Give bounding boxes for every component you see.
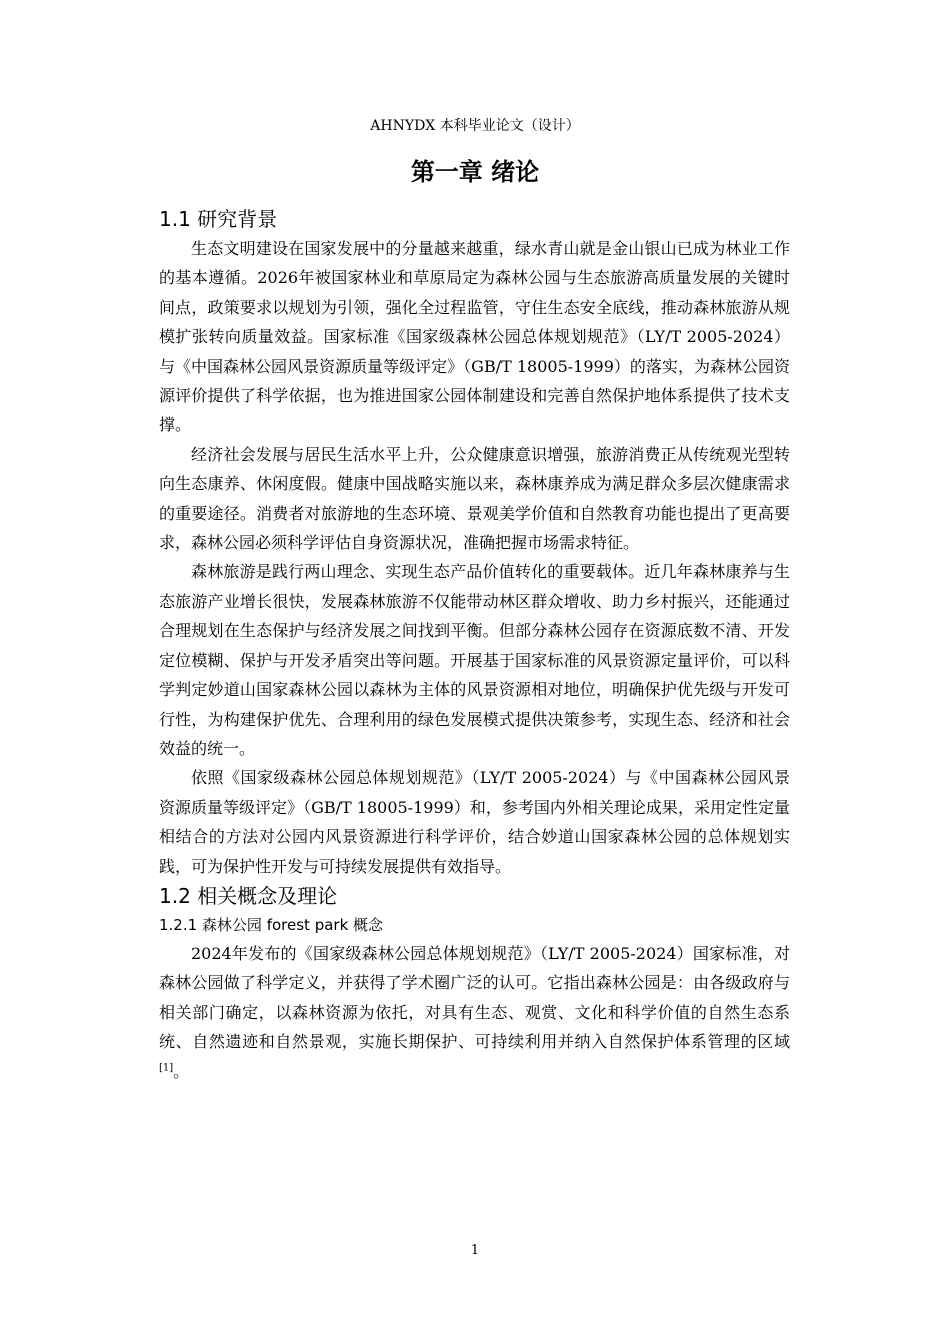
section-heading-1-2: 1.2 相关概念及理论 [159,883,338,908]
citation-marker[interactable]: [1] [159,1062,174,1074]
definition-paragraph [159,939,790,1086]
paragraph-text: 2024年发布的《国家级森林公园总体规划规范》（LY/T 2005-2024）国家标准，对森林公园做了科学定义，并获得了学术圈广泛的认可。它指出森林公园是：由各级政府与相关部门确定，以森林资源为依托，对具有生态、观赏、文化和科学价值的自然生态系统、自然遗迹和自然景观，实施长期保护、可持续利用并纳入自然保护体系管理的区域 [159,943,790,1052]
paragraph: 经济社会发展与居民生活水平上升，公众健康意识增强，旅游消费正从传统观光型转向生态康养、休闲度假。健康中国战略实施以来，森林康养成为满足群众多层次健康需求的重要途径。消费者对旅游地的生态环境、景观美学价值和自然教育功能也提出了更高要求，森林公园必须科学评估自身资源状况，准确把握市场需求特征。 [159,444,790,553]
subsection-heading-1-2-1: 1.2.1 森林公园 forest park 概念 [159,915,384,934]
chapter-title: 第一章 绪论 [410,158,540,186]
section-heading-1-1: 1.1 研究背景 [159,207,278,231]
page-number: 1 [470,1243,480,1258]
paragraph: 森林旅游是践行两山理念、实现生态产品价值转化的重要载体。近几年森林康养与生态旅游产业增长很快，发展森林旅游不仅能带动林区群众增收、助力乡村振兴，还能通过合理规划在生态保护与经济发展之间找到平衡。但部分森林公园存在资源底数不清、开发定位模糊、保护与开发矛盾突出等问题。开展基于国家标准的风景资源定量评价，可以科学判定妙道山国家森林公园以森林为主体的风景资源相对地位，明确保护优先级与开发可行性，为构建保护优先、合理利用的绿色发展模式提供决策参考，实现生态、经济和社会效益的统一。 [159,562,790,758]
body-text [159,204,790,1086]
paragraph-end-mark: 。 [173,1061,190,1081]
running-header: AHNYDX 本科毕业论文（设计） [370,118,580,134]
paragraph: 生态文明建设在国家发展中的分量越来越重，绿水青山就是金山银山已成为林业工作的基本遵循。2026年被国家林业和草原局定为森林公园与生态旅游高质量发展的关键时间点，政策要求以规划为引领，强化全过程监管，守住生态安全底线，推动森林旅游从规模扩张转向质量效益。国家标准《国家级森林公园总体规划规范》（LY/T 2005-2024）与《中国森林公园风景资源质量等级评定》（GB/T 18005-1999）的落实，为森林公园资源评价提供了科学依据，也为推进国家公园体制建设和完善自然保护地体系提供了技术支撑。 [159,239,790,435]
paragraph: 依照《国家级森林公园总体规划规范》（LY/T 2005-2024）与《中国森林公园风景资源质量等级评定》（GB/T 18005-1999）和，参考国内外相关理论成果，采用定性定量相结合的方法对公园内风景资源进行科学评价，结合妙道山国家森林公园的总体规划实践，可为保护性开发与可持续发展提供有效指导。 [159,768,790,876]
